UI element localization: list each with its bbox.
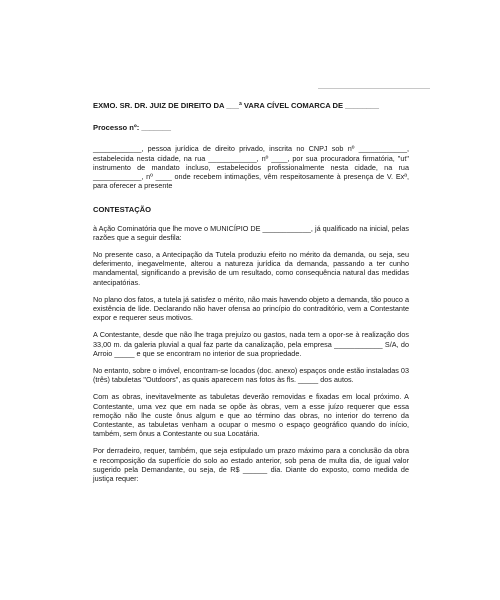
top-rule bbox=[318, 88, 430, 89]
body-paragraph: A Contestante, desde que não lhe traga prejuízo ou gastos, nada tem a opor-se à realização dos 33,00 m. da galeria pluvial a qual faz parte da canalização, pela empresa ____________ S/A, do Arroio _____ e que se encontram no interior de sua propriedade. bbox=[93, 330, 409, 358]
body-paragraph: Por derradeiro, requer, também, que seja estipulado um prazo máximo para a conclusão da obra e recomposição da superfície do solo ao estado anterior, sob pena de multa dia, de igual valor sugerido pela Demandante, ou seja, de R$ ______ dia. Diante do exposto, como medida de justiça requer: bbox=[93, 446, 409, 484]
document-heading: EXMO. SR. DR. JUIZ DE DIREITO DA ___ª VARA CÍVEL COMARCA DE ________ bbox=[93, 101, 379, 110]
body-paragraph: Com as obras, inevitavelmente as tabuletas deverão removidas e fixadas em local próximo. A Contestante, uma vez que em nada se opõe às obras, vem a esse juízo requerer que essa remoção não lhe custe ônus algum e que ao término das obras, no interior do terreno da Contestante, as tabuletas venham a ocupar o mesmo o espaço geográfico quando do início, também, sem ônus a Contestante ou sua Locatária. bbox=[93, 392, 409, 439]
body-paragraph: No presente caso, a Antecipação da Tutela produziu efeito no mérito da demanda, ou seja, seu deferimento, inegavelmente, alterou a natureza jurídica da demanda, passando a ter cunho mandamental, significando a previsão de um resultado, como consequência natural das medidas antecipatórias. bbox=[93, 250, 409, 287]
intro-paragraph: ____________, pessoa jurídica de direito privado, inscrita no CNPJ sob nº ____________, estabelecida nesta cidade, na rua ____________, nº ____, por sua procuradora firmatória, "ut" instrumento de mandato incluso, estabelecidos profissionalmente nesta cidade, na rua ____________, nº ____ onde recebem intimações, vêm respeitosamente à presença de V. Exª, para oferecer a presente bbox=[93, 144, 409, 191]
document-page bbox=[93, 101, 409, 483]
body-paragraph: No plano dos fatos, a tutela já satisfez o mérito, não mais havendo objeto a demanda, tão pouco a existência de lide. Declarando não haver ofensa ao princípio do contraditório, vem a Contestante expor e requerer seus motivos. bbox=[93, 294, 409, 323]
body-paragraph: No entanto, sobre o imóvel, encontram-se locados (doc. anexo) espaços onde estão instaladas 03 (três) tabuletas "Outdoors", as quais aparecem nas fotos às fls. _____ dos autos. bbox=[93, 366, 409, 385]
section-title: CONTESTAÇÃO bbox=[93, 205, 152, 215]
process-number-label: Processo nº: _______ bbox=[93, 123, 171, 133]
body-paragraph: à Ação Cominatória que lhe move o MUNICÍPIO DE ____________, já qualificado na inicial, pelas razões que a seguir desfila: bbox=[93, 223, 409, 242]
